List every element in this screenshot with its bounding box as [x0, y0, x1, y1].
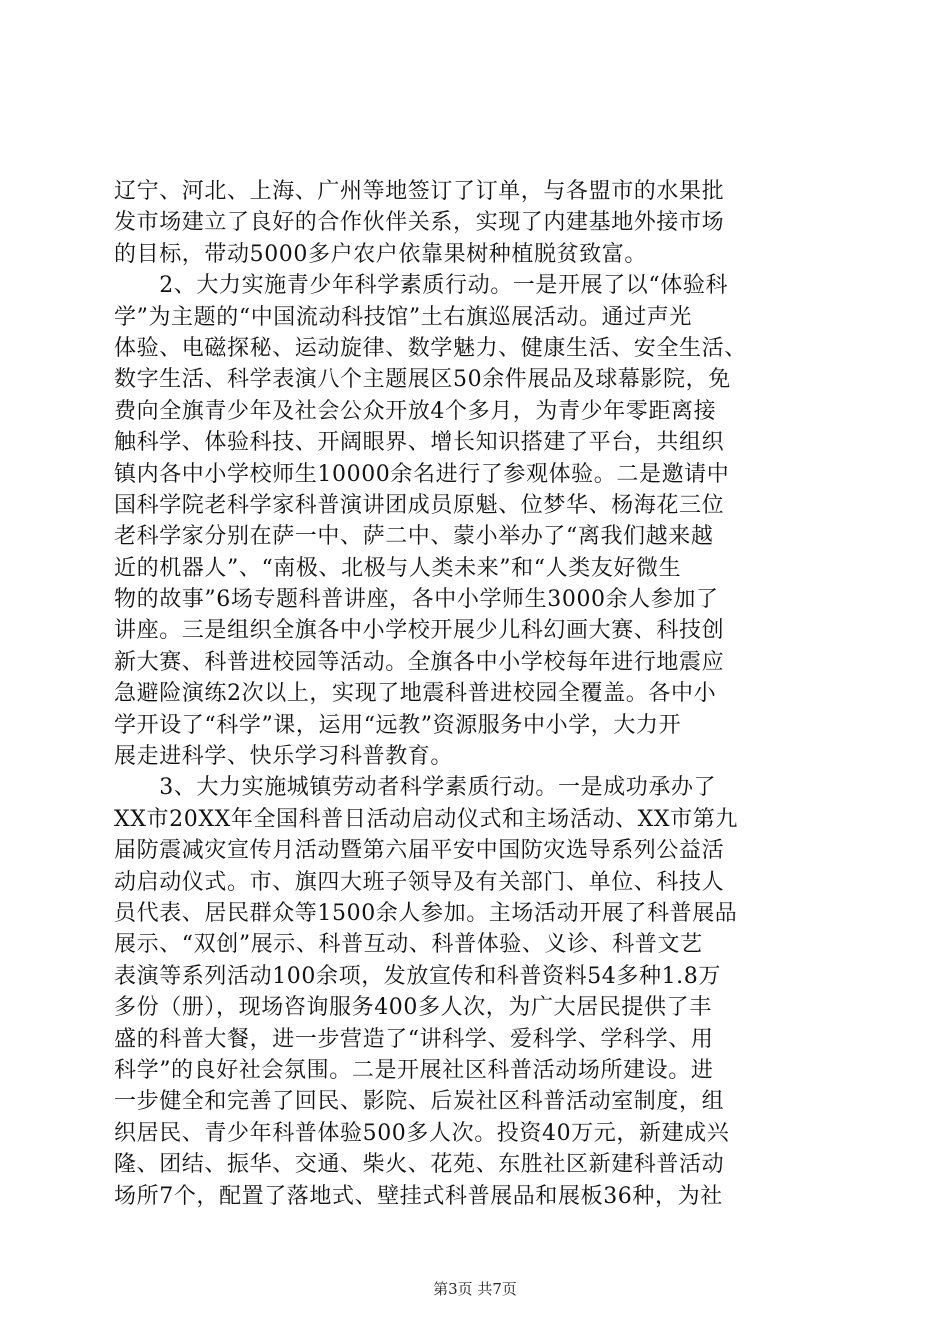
- text-line: 新大赛、科普进校园等活动。全旗各中小学校每年进行地震应: [114, 649, 725, 675]
- text-line: 学”为主题的“中国流动科技馆”土右旗巡展活动。通过声光: [114, 304, 692, 330]
- text-line: 体验、电磁探秘、运动旋律、数学魅力、健康生活、安全生活、: [114, 335, 747, 361]
- text-line: 发市场建立了良好的合作伙伴关系，实现了内建基地外接市场: [114, 210, 725, 236]
- text-line: 员代表、居民群众等1500余人参加。主场活动开展了科普展品: [114, 900, 738, 926]
- text-line: 展示、“双创”展示、科普互动、科普体验、义诊、科普文艺: [114, 932, 703, 958]
- text-line: 多份（册），现场咨询服务400多人次，为广大居民提供了丰: [114, 995, 712, 1021]
- text-line: 讲座。三是组织全旗各中小学校开展少儿科幻画大赛、科技创: [114, 618, 725, 644]
- text-line: 老科学家分别在萨一中、萨二中、蒙小举办了“离我们越来越: [114, 524, 714, 550]
- text-line: 近的机器人”、“南极、北极与人类未来”和“人类友好微生: [114, 555, 682, 581]
- text-line: 表演等系列活动100余项，发放宣传和科普资料54多种1.8万: [114, 963, 721, 989]
- text-line: 数字生活、科学表演八个主题展区50余件展品及球幕影院，免: [114, 367, 731, 393]
- text-line: 届防震减灾宣传月活动暨第六届平安中国防灾选导系列公益活: [114, 838, 725, 864]
- text-line: 3、大力实施城镇劳动者科学素质行动。一是成功承办了: [114, 775, 717, 801]
- text-line: 镇内各中小学校师生10000余名进行了参观体验。二是邀请中: [114, 461, 730, 487]
- text-line: 2、大力实施青少年科学素质行动。一是开展了以“体验科: [114, 273, 729, 299]
- text-line: 织居民、青少年科普体验500多人次。投资40万元，新建成兴: [114, 1120, 730, 1146]
- text-line: 一步健全和完善了回民、影院、后炭社区科普活动室制度，组: [114, 1089, 725, 1115]
- text-line: 场所7个，配置了落地式、壁挂式科普展品和展板36种，为社: [114, 1183, 723, 1209]
- text-line: 隆、团结、振华、交通、柴火、花苑、东胜社区新建科普活动: [114, 1152, 725, 1178]
- text-line: 学开设了“科学”课，运用“远教”资源服务中小学，大力开: [114, 712, 682, 738]
- text-line: 盛的科普大餐，进一步营造了“讲科学、爱科学、学科学、用: [114, 1026, 714, 1052]
- text-line: 辽宁、河北、上海、广州等地签订了订单，与各盟市的水果批: [114, 179, 725, 204]
- text-line: 物的故事”6场专题科普讲座，各中小学师生3000余人参加了: [114, 587, 719, 613]
- text-line: 急避险演练2次以上，实现了地震科普进校园全覆盖。各中小: [114, 681, 717, 707]
- text-line: 触科学、体验科技、开阔眼界、增长知识搭建了平台，共组织: [114, 430, 725, 456]
- text-line: 展走进科学、快乐学习科普教育。: [114, 744, 454, 770]
- document-body: [114, 176, 838, 1212]
- text-line: 科学”的良好社会氛围。二是开展社区科普活动场所建设。进: [114, 1057, 714, 1083]
- text-line: XX市20XX年全国科普日活动启动仪式和主场活动、XX市第九: [114, 806, 738, 832]
- text-line: 的目标，带动5000多户农户依靠果树种植脱贫致富。: [114, 241, 647, 267]
- text-line: 动启动仪式。市、旗四大班子领导及有关部门、单位、科技人: [114, 869, 725, 895]
- page-footer: 第3页 共7页: [433, 1280, 517, 1298]
- text-line: 费向全旗青少年及社会公众开放4个多月，为青少年零距离接: [114, 398, 717, 424]
- text-line: 国科学院老科学家科普演讲团成员原魁、位梦华、杨海花三位: [114, 492, 725, 518]
